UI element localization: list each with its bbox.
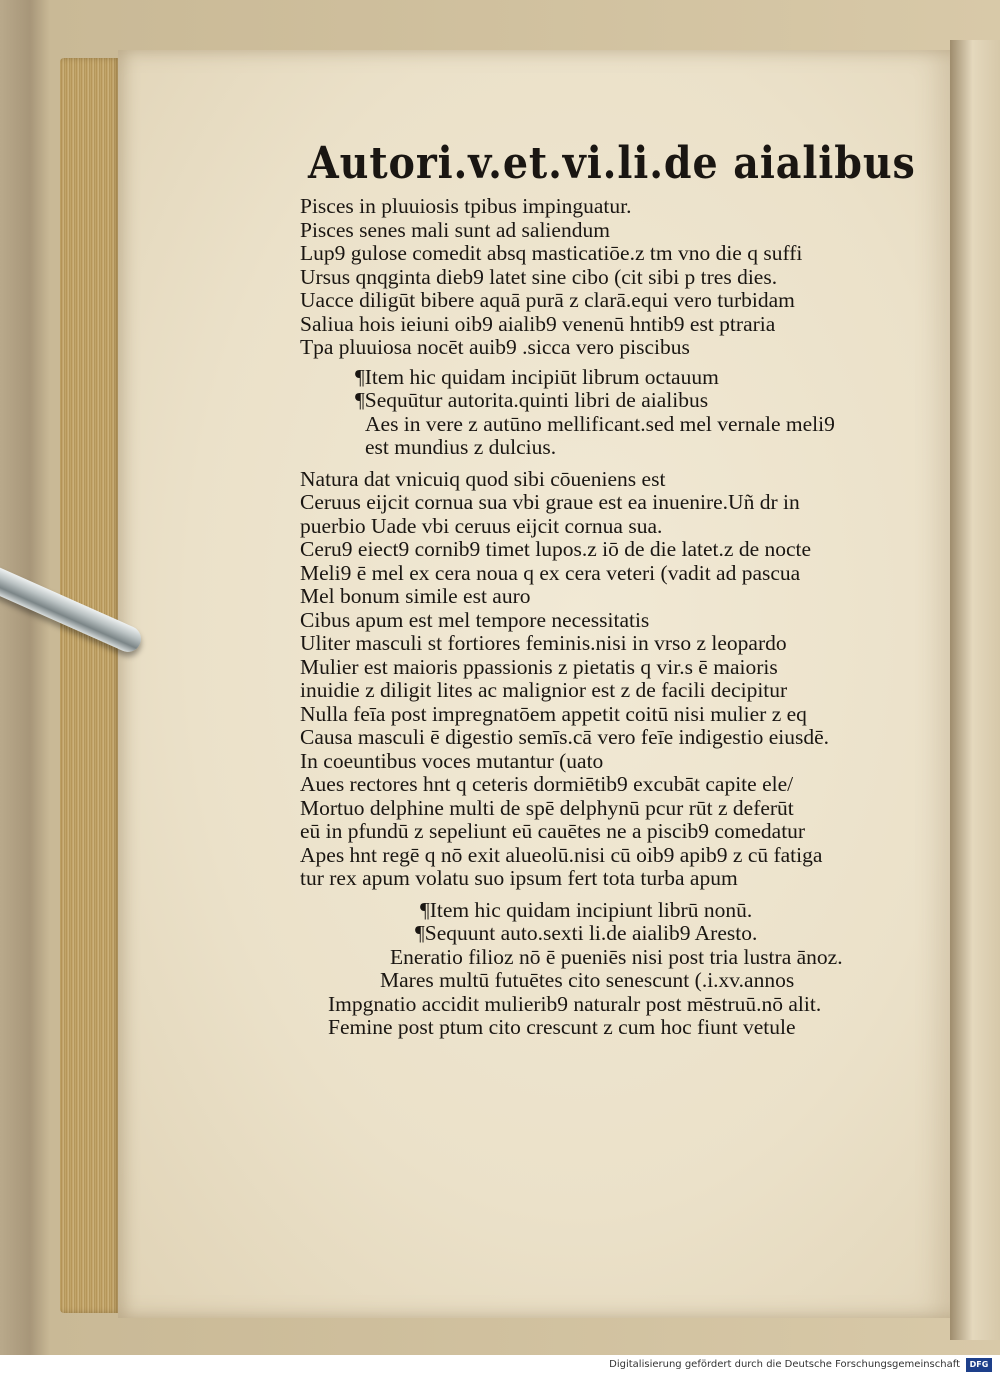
text-line: Pisces in pluuiosis tpibus impinguatur. <box>300 194 632 218</box>
footer-credit: Digitalisierung gefördert durch die Deutsche Forschungsgemeinschaft <box>609 1359 960 1370</box>
text-line: ¶Item hic quidam incipiunt librū nonū. <box>420 897 753 922</box>
text-line: Impgnatio accidit mulierib9 naturalr post mēstruū.nō alit. <box>328 991 822 1016</box>
dfg-logo: DFG <box>966 1358 992 1372</box>
text-line: Cibus apum est mel tempore necessitatis <box>300 607 650 632</box>
text-block-2 <box>355 366 920 460</box>
text-line: Mulier est maioris ppassionis z pietatis q vir.s ē maioris <box>300 654 778 679</box>
text-line: Ceru9 eiect9 cornib9 timet lupos.z iō de die latet.z de nocte <box>300 537 812 561</box>
text-line: ¶Sequunt auto.sexti li.de aialib9 Aresto. <box>415 921 758 945</box>
text-line: Meli9 ē mel ex cera noua q ex cera veteri (vadit ad pascua <box>300 560 801 585</box>
facing-page-gutter <box>950 40 1000 1340</box>
text-line: Lup9 gulose comedit absq masticatiōe.z tm vno die q suffi <box>300 241 803 265</box>
text-line: ¶Item hic quidam incipiūt librum octauum <box>355 364 719 389</box>
text-line: Aes in vere z autūno mellificant.sed mel vernale meli9 <box>365 411 835 436</box>
text-line: Tpa pluuiosa nocēt auib9 .sicca vero piscibus <box>300 335 690 359</box>
text-block-1 <box>300 195 920 360</box>
text-line: Causa masculi ē digestio semīs.cā vero feīe indigestio eiusdē. <box>300 725 829 749</box>
text-line: Natura dat vnicuiq quod sibi cōueniens est <box>300 466 666 491</box>
text-line: Ursus qnqginta dieb9 latet sine cibo (cit sibi p tres dies. <box>300 264 778 289</box>
text-line: Mortuo delphine multi de spē delphynū pcur rūt z deferūt <box>300 795 794 820</box>
text-line: Apes hnt regē q nō exit alueolū.nisi cū oib9 apib9 z cū fatiga <box>300 842 823 867</box>
text-line: Ceruus eijcit cornua sua vbi graue est ea inuenire.Uñ dr in <box>300 490 800 514</box>
text-line: In coeuntibus voces mutantur (uato <box>300 748 604 773</box>
page-edges <box>60 58 120 1313</box>
text-line: Nulla feīa post impregnatōem appetit coitū nisi mulier z eq <box>300 701 807 726</box>
text-line: est mundius z dulcius. <box>365 435 557 459</box>
text-block-4 <box>300 899 920 1040</box>
text-line: ¶Sequūtur autorita.quinti libri de aialibus <box>355 388 709 412</box>
page-content <box>300 138 920 1040</box>
text-line: eū in pfundū z sepeliunt eū cauētes ne a piscib9 comedatur <box>300 819 806 843</box>
text-line: Pisces senes mali sunt ad saliendum <box>300 217 610 242</box>
text-block-3 <box>300 468 920 891</box>
text-line: inuidie z diligit lites ac malignior est z de facili decipitur <box>300 678 788 702</box>
text-line: Uacce diligūt bibere aquā purā z clarā.equi vero turbidam <box>300 288 795 312</box>
text-line: Uliter masculi st fortiores feminis.nisi in vrso z leopardo <box>300 631 787 655</box>
text-line: tur rex apum volatu suo ipsum fert tota turba apum <box>300 866 738 890</box>
text-line: Saliua hois ieiuni oib9 aialib9 venenū hntib9 est ptraria <box>300 311 776 336</box>
text-line: Femine post ptum cito crescunt z cum hoc fiunt vetule <box>328 1015 796 1039</box>
text-line: puerbio Uade vbi ceruus eijcit cornua sua. <box>300 513 663 538</box>
page-heading: Autori.v.et.vi.li.de aialibus <box>308 138 916 189</box>
text-line: Mares multū futuētes cito senescunt (.i.xv.annos <box>380 968 795 992</box>
text-line: Eneratio filioz nō ē pueniēs nisi post tria lustra ānoz. <box>390 944 843 969</box>
text-line: Mel bonum simile est auro <box>300 584 531 608</box>
text-line: Aues rectores hnt q ceteris dormiētib9 excubāt capite ele/ <box>300 772 794 796</box>
